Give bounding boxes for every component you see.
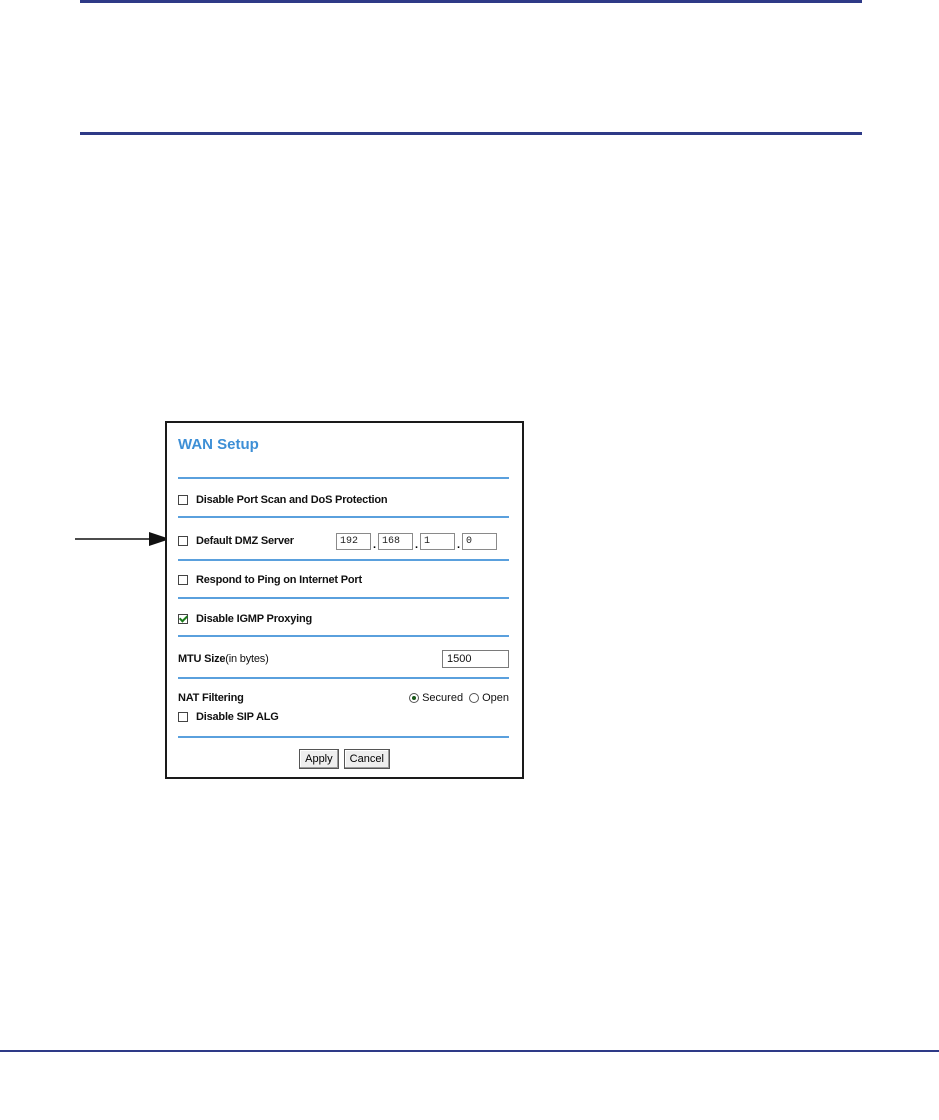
top-rule [80,0,862,3]
ping-checkbox[interactable] [178,575,188,585]
section-divider [178,597,509,599]
nat-secured-label: Secured [422,692,464,704]
callout-arrow-icon [75,531,170,547]
igmp-row [178,613,509,625]
dmz-ip-octet-2[interactable]: 168 [378,533,413,550]
igmp-label: Disable IGMP Proxying [196,613,313,625]
sip-row [178,711,509,723]
ip-dot: . [372,538,377,551]
dmz-ip-address [336,533,497,550]
panel-title: WAN Setup [178,436,259,453]
igmp-checkbox[interactable] [178,614,188,624]
dmz-ip-octet-4[interactable]: 0 [462,533,497,550]
ip-dot: . [456,538,461,551]
dmz-label: Default DMZ Server [196,535,294,547]
apply-button[interactable]: Apply [299,749,339,769]
nat-open-radio[interactable] [469,693,479,703]
nat-label: NAT Filtering [178,692,244,704]
section-divider [178,635,509,637]
nat-secured-radio[interactable] [409,693,419,703]
mtu-label-suffix: (in bytes) [225,653,269,665]
section-divider [178,477,509,479]
mtu-size-input[interactable]: 1500 [442,650,509,668]
dmz-ip-octet-3[interactable]: 1 [420,533,455,550]
ping-row [178,574,509,586]
section-divider [178,516,509,518]
port-scan-checkbox[interactable] [178,495,188,505]
header-rule [80,132,862,135]
ip-dot: . [414,538,419,551]
nat-row [178,691,509,705]
section-divider [178,736,509,738]
port-scan-label: Disable Port Scan and DoS Protection [196,494,388,506]
nat-open-label: Open [482,692,509,704]
nat-radio-group [409,692,509,704]
dmz-ip-octet-1[interactable]: 192 [336,533,371,550]
port-scan-row [178,494,509,506]
button-bar [167,749,522,769]
dmz-checkbox[interactable] [178,536,188,546]
sip-checkbox[interactable] [178,712,188,722]
section-divider [178,559,509,561]
ping-label: Respond to Ping on Internet Port [196,574,362,586]
section-divider [178,677,509,679]
cancel-button[interactable]: Cancel [344,749,390,769]
dmz-row [178,531,509,551]
mtu-label: MTU Size(in bytes) [178,653,269,665]
wan-setup-panel [165,421,524,779]
footer-rule [0,1050,939,1052]
mtu-row [178,649,509,669]
sip-label: Disable SIP ALG [196,711,279,723]
